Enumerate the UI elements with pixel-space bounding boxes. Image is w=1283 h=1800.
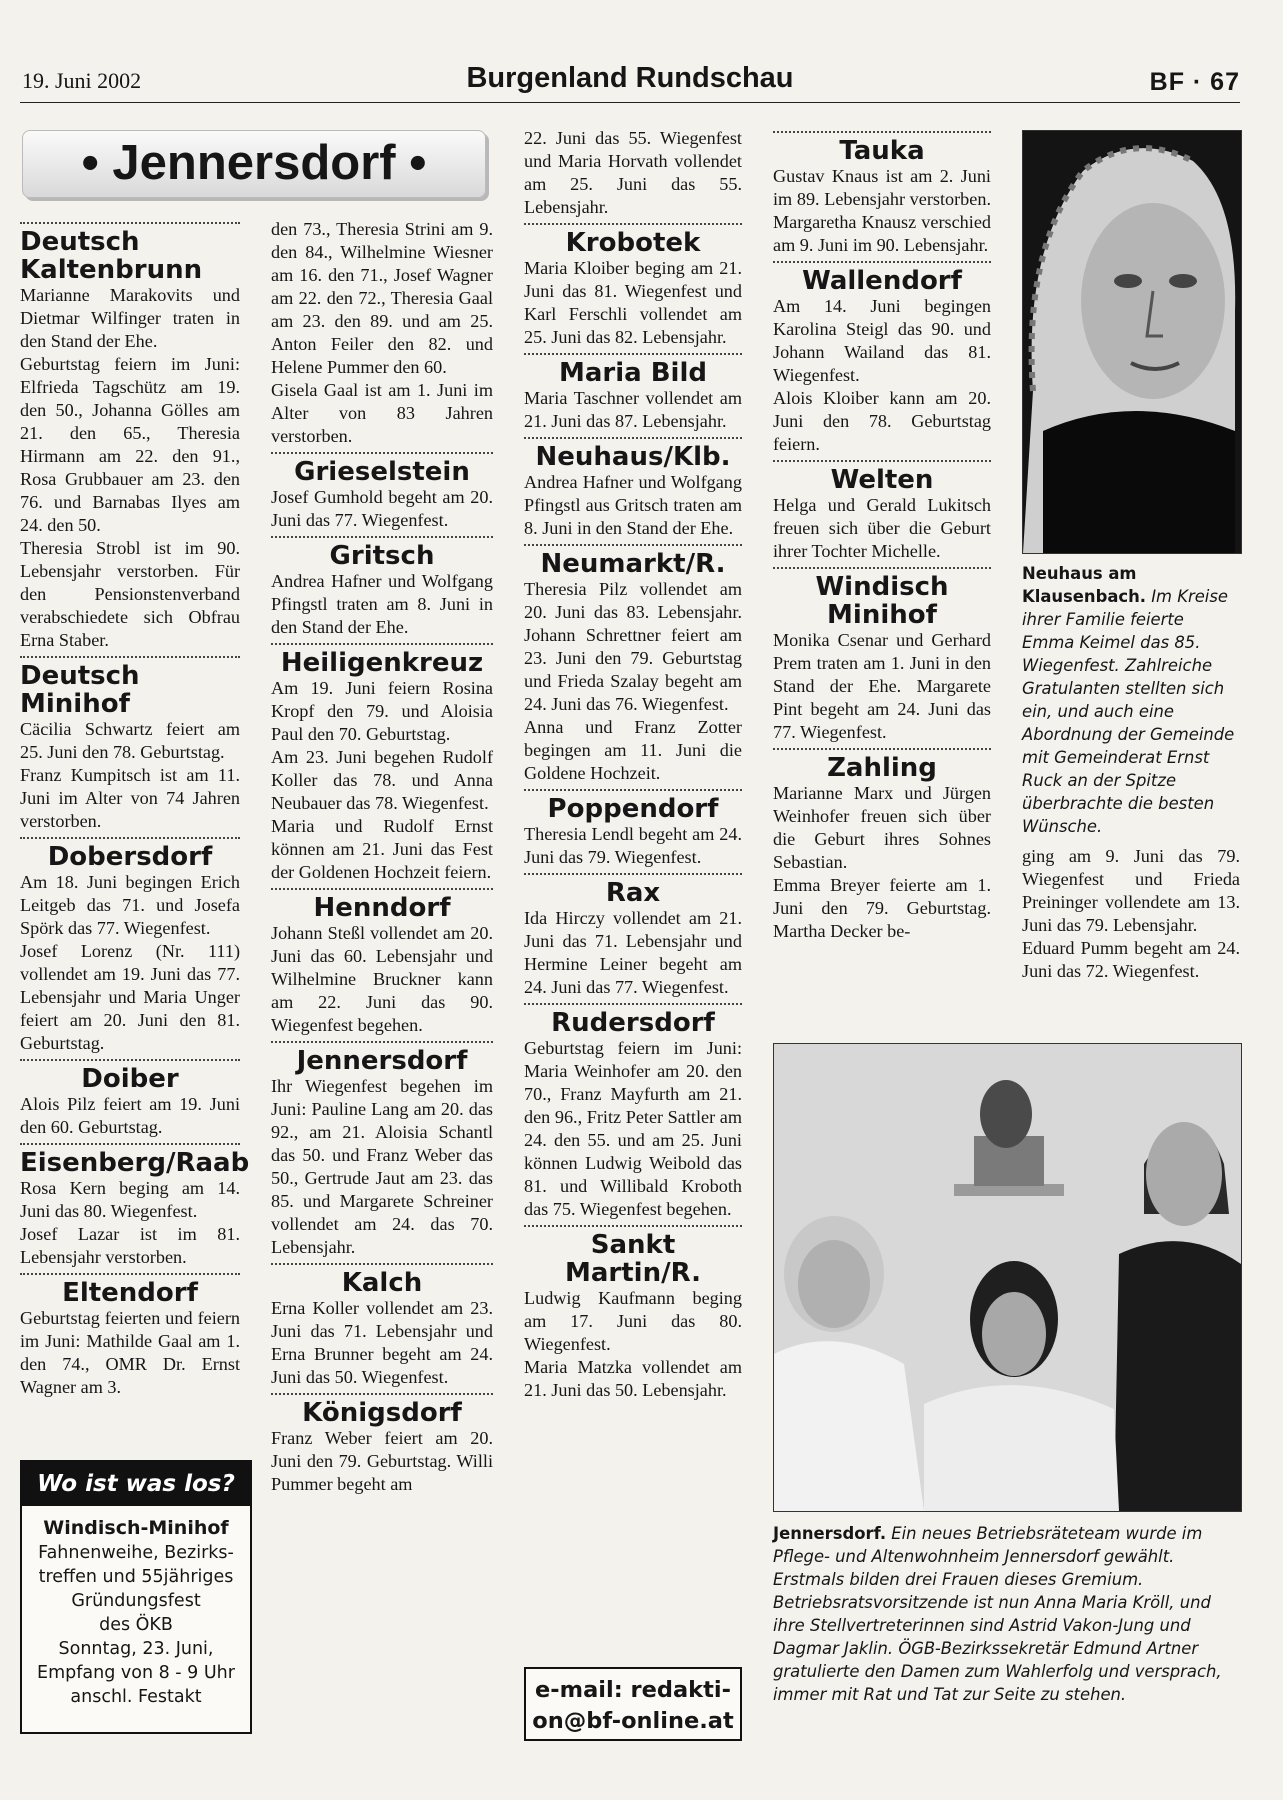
locality-heading: Henndorf [271,888,493,922]
article-entry [524,353,742,433]
locality-heading: Krobotek [524,223,742,257]
column-2 [271,218,493,1496]
locality-heading: Königsdorf [271,1393,493,1427]
article-paragraph: Ihr Wiegenfest begehen im Juni: Pauline Lang am 20. das 92., am 21. Aloisia Schantl das 50. und Franz Weber das 50., Gertrude Jaut am 23. das 85. und Margarete Schreiner vollendet am 24. das 70. Lebensjahr. [271,1076,493,1257]
article-entry [773,261,991,456]
article-entry [271,1041,493,1259]
email-address[interactable]: on@bf-online.at [532,1708,734,1734]
article-entry [1022,845,1240,983]
column-1 [20,218,250,1399]
event-line: treffen und 55jähriges [38,1567,234,1587]
locality-heading: Maria Bild [524,353,742,387]
article-paragraph: Geburtstag feiern im Juni: Elfrieda Tagschütz am 19. den 50., Johanna Gölles am 21. den 65., Theresia Hirmann am 22. den 91., Rosa Grubbauer am 23. den 76. und Barnabas Ilyes am 24. den 50. [20,354,240,535]
event-place: Windisch-Minihof [43,1517,229,1539]
locality-heading: Neuhaus/Klb. [524,437,742,471]
locality-heading: Kalch [271,1263,493,1297]
caption-text: Im Kreise ihrer Familie feierte Emma Keimel das 85. Wiegenfest. Zahlreiche Gratulanten stellten sich ein, und auch eine Abordnung der Gemeinde mit Gemeinderat Ernst Ruck an der Spitze überbrachte die besten Wünsche. [1022,587,1235,836]
article-entry [524,127,742,219]
locality-heading: Welten [773,460,991,494]
events-box [20,1460,252,1734]
locality-heading: Doiber [20,1059,240,1093]
locality-heading: Sankt Martin/R. [524,1225,742,1287]
caption-lead: Jennersdorf. [773,1524,887,1543]
article-entry [20,1143,250,1269]
locality-heading: Neumarkt/R. [524,544,742,578]
event-line: anschl. Festakt [70,1687,202,1707]
email-box [524,1667,742,1741]
article-paragraph: Am 19. Juni feiern Rosina Kropf den 79. und Aloisia Paul den 70. Geburtstag. [271,678,493,744]
article-entry [524,223,742,349]
event-line: des ÖKB [99,1615,173,1635]
article-paragraph: Gisela Gaal ist am 1. Juni im Alter von 83 Jahren verstorben. [271,380,493,446]
article-entry [773,460,991,563]
article-entry [773,131,991,257]
caption-lead: Neuhaus am Klausenbach. [1022,564,1146,606]
article-entry [773,567,991,744]
article-paragraph: Maria Taschner vollendet am 21. Juni das 87. Lebensjahr. [524,388,742,431]
article-paragraph: Maria Matzka vollendet am 21. Juni das 50. Lebensjahr. [524,1357,742,1400]
caption-text: Ein neues Betriebsräteteam wurde im Pflege- und Altenwohnheim Jennersdorf gewählt. Erstmals bilden drei Frauen dieses Gremium. Betriebsratsvorsitzende ist nun Anna Maria Kröll, und ihre Stellvertreterinnen sind Astrid Vakon-Jung und Dagmar Jaklin. ÖGB-Bezirkssekretär Edmund Artner gratulierte den Damen zum Wahlerfolg und versprach, immer mit Rat und Tat zur Seite zu stehen. [773,1524,1222,1704]
locality-heading: Zahling [773,748,991,782]
article-paragraph: Am 23. Juni begehen Rudolf Koller das 78. und Anna Neubauer das 78. Wiegenfest. [271,747,493,813]
group-photo [773,1043,1242,1512]
page-header [20,60,1240,103]
article-entry [271,643,493,884]
locality-heading: Rudersdorf [524,1003,742,1037]
article-paragraph: Gustav Knaus ist am 2. Juni im 89. Lebensjahr verstorben. Margaretha Knausz verschied am 9. Juni im 90. Lebensjahr. [773,166,991,255]
events-box-body [22,1506,250,1719]
article-paragraph: den 73., Theresia Strini am 9. den 84., Wilhelmine Wiesner am 16. den 71., Josef Wagner am 22. den 72., Theresia Gaal am 23. den 89. und am 25. Anton Feiler den 82. und Helene Pummer den 60. [271,219,493,377]
article-paragraph: Andrea Hafner und Wolfgang Pfingstl aus Gritsch traten am 8. Juni in den Stand der Ehe. [524,472,742,538]
article-paragraph: Maria und Rudolf Ernst können am 21. Juni das Fest der Goldenen Hochzeit feiern. [271,816,493,882]
article-paragraph: Franz Weber feiert am 20. Juni den 79. Geburtstag. Willi Pummer begeht am [271,1428,493,1494]
article-paragraph: Anna und Franz Zotter begingen am 11. Juni die Goldene Hochzeit. [524,717,742,783]
article-paragraph: Ludwig Kaufmann beging am 17. Juni das 80. Wiegenfest. [524,1288,742,1354]
article-paragraph: Josef Lazar ist im 81. Lebensjahr verstorben. [20,1224,240,1267]
locality-heading: Eltendorf [20,1273,240,1307]
locality-heading: Eisenberg/Raab [20,1143,240,1177]
article-entry [20,222,240,652]
issue-date: 19. Juni 2002 [22,68,142,93]
event-line: Gründungsfest [71,1591,201,1611]
locality-heading: Gritsch [271,536,493,570]
article-paragraph: Helga und Gerald Lukitsch freuen sich über die Geburt ihrer Tochter Michelle. [773,495,991,561]
article-entry [20,1273,240,1399]
article-paragraph: Marianne Marx und Jürgen Weinhofer freuen sich über die Geburt ihres Sohnes Sebastian. [773,783,991,872]
article-entry [524,544,742,785]
newspaper-title: Burgenland Rundschau [466,62,794,94]
article-entry [271,888,493,1037]
article-entry [271,1263,493,1389]
portrait-caption [1022,562,1240,838]
group-photo-caption [773,1522,1240,1706]
article-paragraph: Josef Lorenz (Nr. 111) vollendet am 19. Juni das 77. Lebensjahr und Maria Unger feiert am 20. Juni den 81. Geburtstag. [20,941,240,1053]
article-entry [524,1225,742,1402]
article-paragraph: Am 14. Juni begingen Karolina Steigl das 90. und Johann Wailand das 81. Wiegenfest. [773,296,991,385]
article-entry [773,748,991,943]
article-paragraph: Am 18. Juni begingen Erich Leitgeb das 71. und Josefa Spörk das 77. Wiegenfest. [20,872,240,938]
article-paragraph: Alois Kloiber kann am 20. Juni den 78. Geburtstag feiern. [773,388,991,454]
locality-heading: Tauka [773,131,991,165]
article-entry [271,452,493,532]
locality-heading: Windisch Minihof [773,567,991,629]
locality-heading: Dobersdorf [20,837,240,871]
article-paragraph: Ida Hirczy vollendet am 21. Juni das 71. Lebensjahr und Hermine Leiner begeht am 24. Juni das 77. Wiegenfest. [524,908,742,997]
article-paragraph: Geburtstag feiern im Juni: Maria Weinhofer am 20. den 70., Franz Mayfurth am 21. den 96., Fritz Peter Sattler am 24. den 55. und am 25. Juni können Ludwig Weibold das 81. und Willibald Kroboth das 75. Wiegenfest begehen. [524,1038,742,1219]
article-paragraph: ging am 9. Juni das 79. Wiegenfest und Frieda Preininger vollendete am 13. Juni das 79. Lebensjahr. [1022,846,1240,935]
elderly-woman-portrait-image [1023,131,1241,553]
column-3 [524,127,742,1402]
locality-heading: Grieselstein [271,452,493,486]
column-5 [1022,845,1240,983]
article-paragraph: Maria Kloiber beging am 21. Juni das 81. Wiegenfest und Karl Ferschli vollendet am 25. Juni das 82. Lebensjahr. [524,258,742,347]
article-paragraph: Johann Steßl vollendet am 20. Juni das 60. Lebensjahr und Wilhelmine Bruckner kann am 22. Juni das 90. Wiegenfest begehen. [271,923,493,1035]
article-entry [524,437,742,540]
article-entry [20,656,240,833]
article-paragraph: Theresia Lendl begeht am 24. Juni das 79. Wiegenfest. [524,824,742,867]
events-box-title: Wo ist was los? [22,1462,250,1506]
event-line: Empfang von 8 - 9 Uhr [37,1663,235,1683]
locality-heading: Heiligenkreuz [271,643,493,677]
article-paragraph: Franz Kumpitsch ist am 11. Juni im Alter von 74 Jahren verstorben. [20,765,240,831]
page-number: BF · 67 [1149,68,1240,96]
article-paragraph: Marianne Marakovits und Dietmar Wilfinger traten in den Stand der Ehe. [20,285,240,351]
locality-heading: Deutsch Kaltenbrunn [20,222,240,284]
locality-heading: Deutsch Minihof [20,656,240,718]
article-paragraph: Erna Koller vollendet am 23. Juni das 71. Lebensjahr und Erna Brunner begeht am 24. Juni das 50. Wiegenfest. [271,1298,493,1387]
article-paragraph: Geburtstag feierten und feiern im Juni: Mathilde Gaal am 1. den 74., OMR Dr. Ernst Wagner am 3. [20,1308,240,1397]
locality-heading: Jennersdorf [271,1041,493,1075]
event-line: Sonntag, 23. Juni, [58,1639,214,1659]
email-line: e-mail: redakti- [535,1677,731,1703]
article-entry [271,1393,493,1496]
column-4 [773,127,991,943]
article-paragraph: Theresia Pilz vollendet am 20. Juni das 83. Lebensjahr. Johann Schrettner feiert am 23. Juni den 79. Geburtstag und Frieda Szalay begeht am 24. Juni das 76. Wiegenfest. [524,579,742,714]
article-paragraph: Theresia Strobl ist im 90. Lebensjahr verstorben. Für den Pensionstenverband verabschiedete sich Obfrau Erna Staber. [20,538,240,650]
article-paragraph: Eduard Pumm begeht am 24. Juni das 72. Wiegenfest. [1022,938,1240,981]
portrait-photo [1022,130,1242,554]
article-paragraph: Rosa Kern beging am 14. Juni das 80. Wiegenfest. [20,1178,240,1221]
article-paragraph: Monika Csenar und Gerhard Prem traten am 1. Juni in den Stand der Ehe. Margarete Pint begeht am 24. Juni das 77. Wiegenfest. [773,630,991,742]
locality-heading: Rax [524,873,742,907]
locality-heading: Poppendorf [524,789,742,823]
article-paragraph: Cäcilia Schwartz feiert am 25. Juni den 78. Geburtstag. [20,719,240,762]
article-paragraph: Andrea Hafner und Wolfgang Pfingstl traten am 8. Juni in den Stand der Ehe. [271,571,493,637]
event-line: Fahnenweihe, Bezirks- [38,1543,234,1563]
three-women-and-man-image [774,1044,1241,1511]
article-paragraph: Emma Breyer feierte am 1. Juni den 79. Geburtstag. Martha Decker be- [773,875,991,941]
article-entry [271,536,493,639]
article-paragraph: Josef Gumhold begeht am 20. Juni das 77. Wiegenfest. [271,487,493,530]
article-paragraph: 22. Juni das 55. Wiegenfest und Maria Horvath vollendet am 25. Juni das 55. Lebensjahr. [524,128,742,217]
article-entry [20,837,240,1055]
article-entry [20,1059,240,1139]
article-entry [524,873,742,999]
article-entry [271,218,493,448]
article-entry [524,789,742,869]
article-entry [524,1003,742,1221]
locality-heading: Wallendorf [773,261,991,295]
section-banner [22,130,486,198]
article-paragraph: Alois Pilz feiert am 19. Juni den 60. Geburtstag. [20,1094,240,1137]
section-title: • Jennersdorf • [81,136,427,190]
